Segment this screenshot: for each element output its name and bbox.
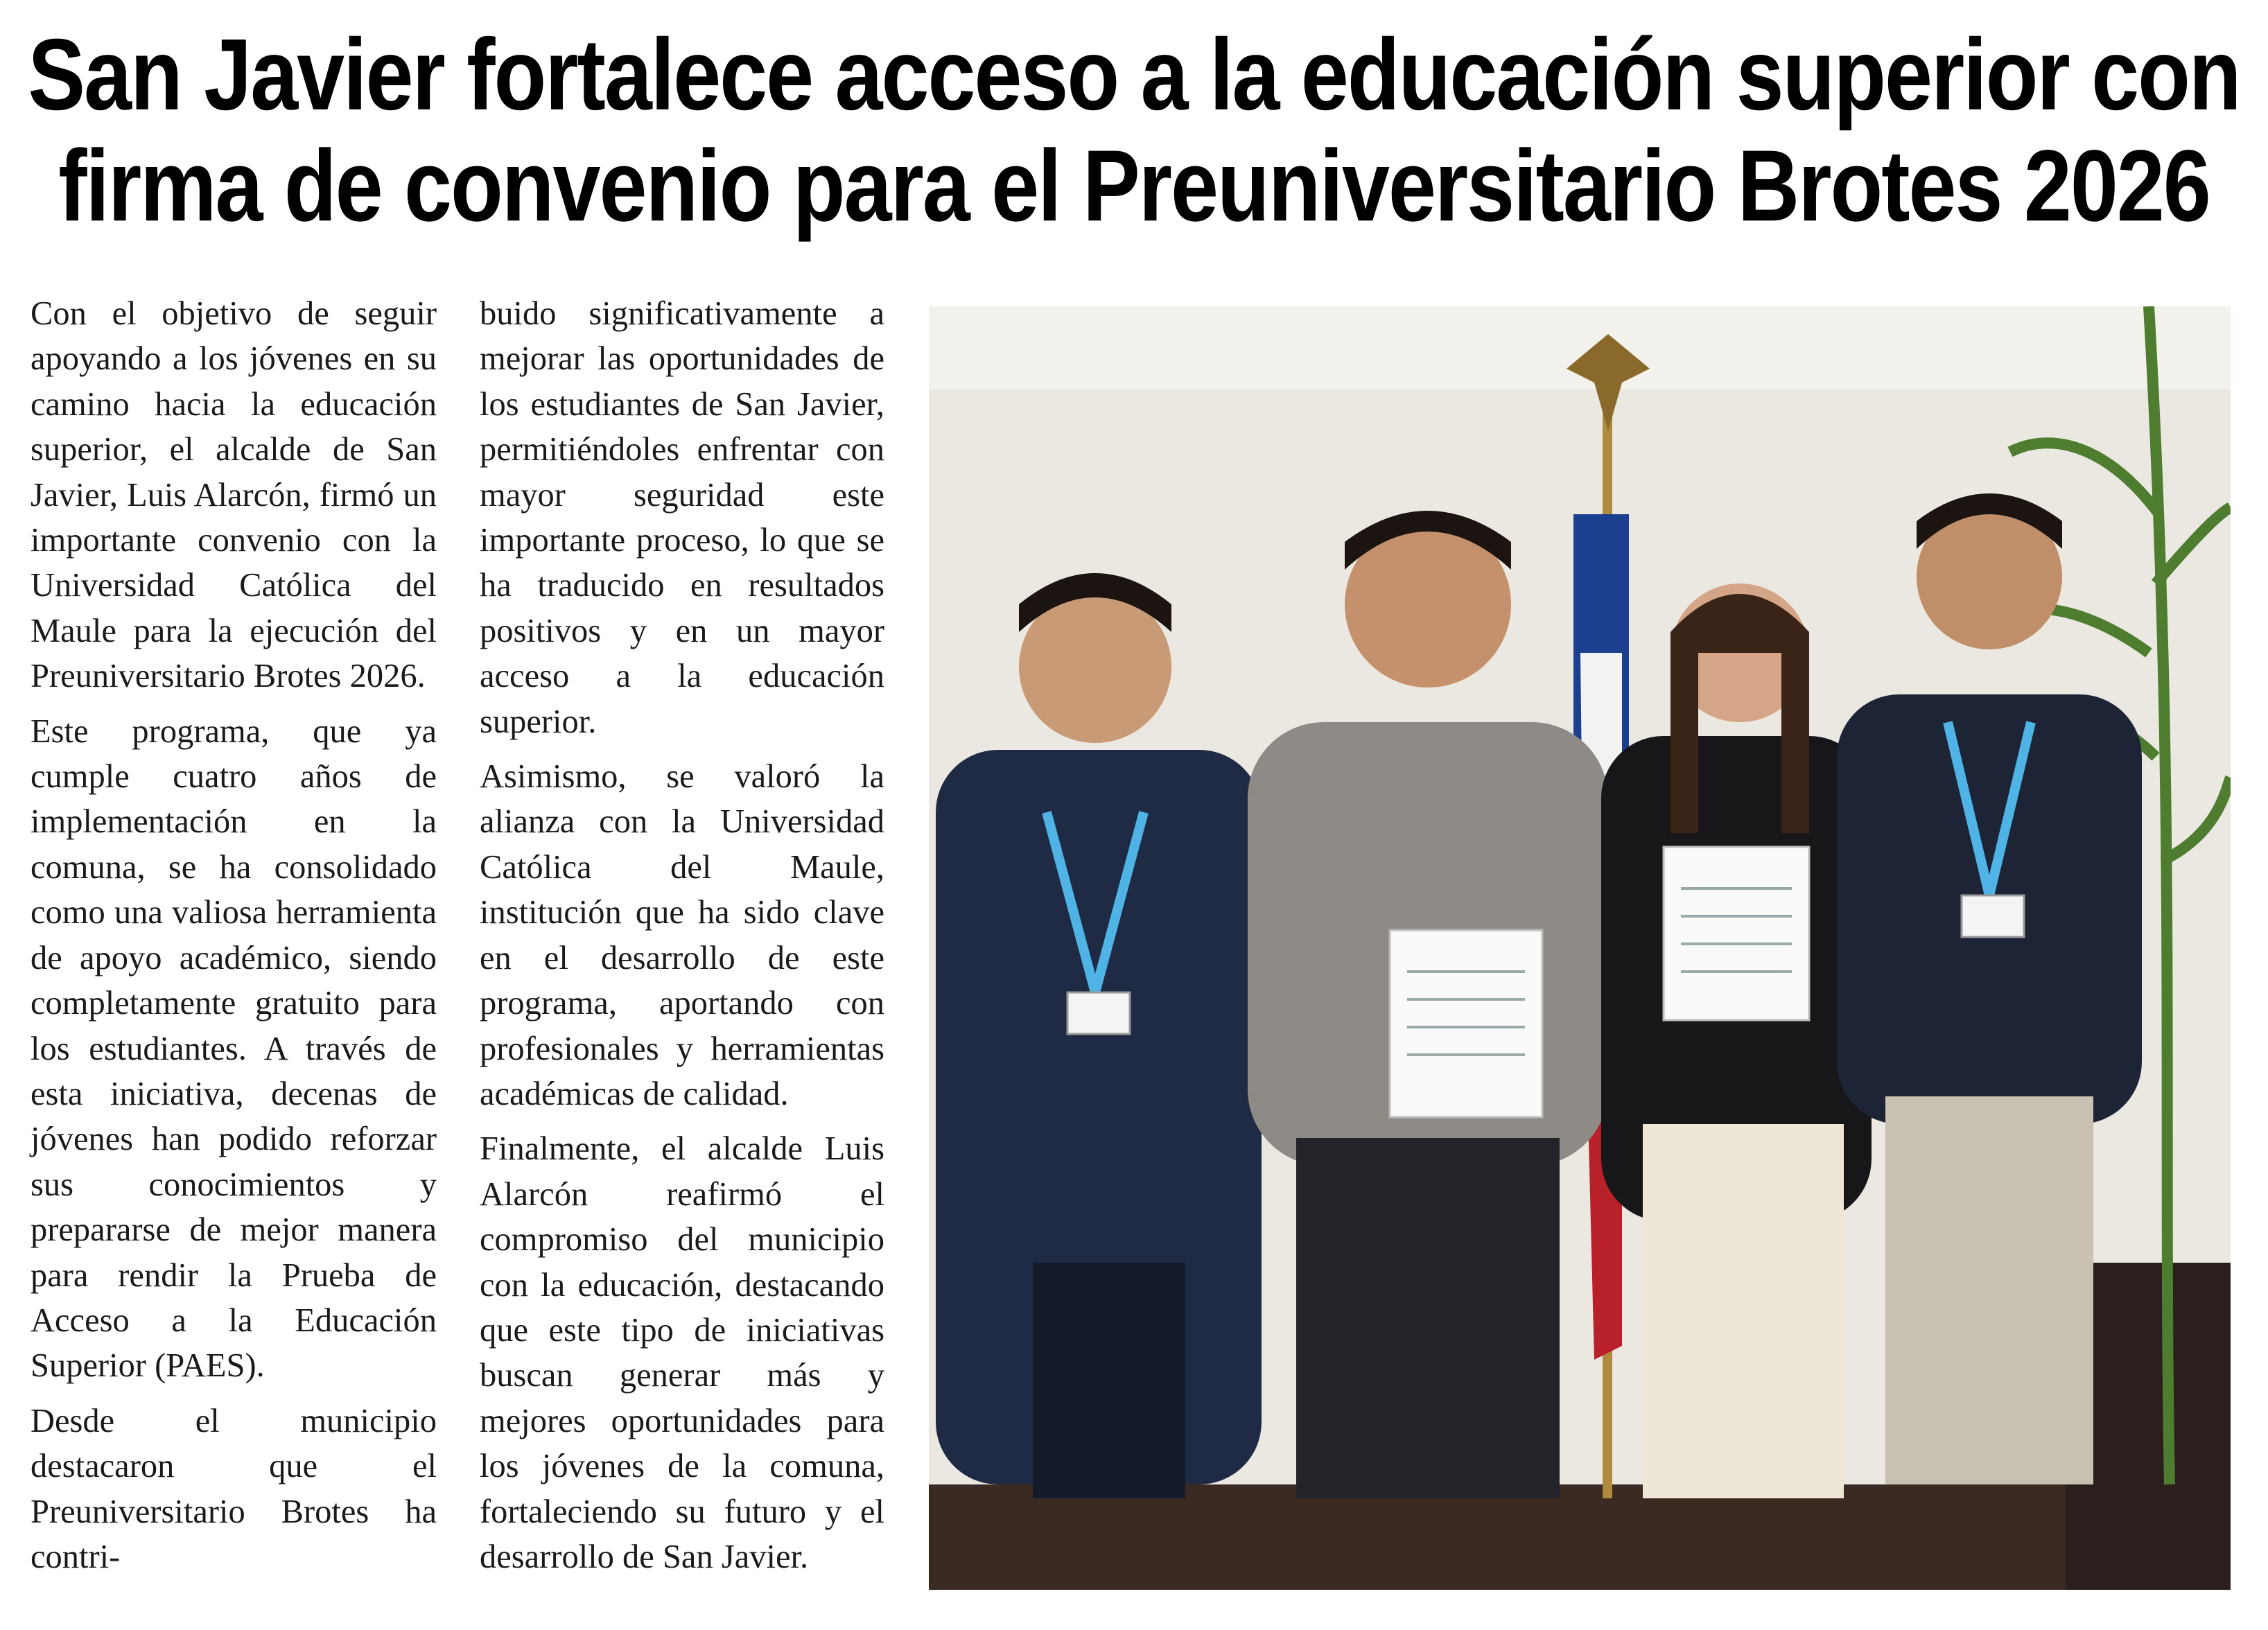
headline-line-1: San Javier fortalece acceso a la educación superior con [28, 18, 2240, 132]
headline [28, 19, 2240, 242]
wall-top [929, 306, 2231, 389]
article-photo [929, 306, 2231, 1590]
paragraph: Finalmente, el alcalde Luis Alarcón reafirmó el compromiso del municipio con la educación, destacando que este tipo de iniciativas buscan generar más y mejores oportunidades para los jóvenes de la comuna, fortaleciendo su futuro y el desarrollo de San Javier. [480, 1130, 884, 1575]
photo-illustration [929, 306, 2231, 1590]
paragraph: Con el objetivo de seguir apoyando a los jóvenes en su camino hacia la educación superior, el alcalde de San Javier, Luis Alarcón, firmó un importante convenio con la Universidad Católica del Maule para la ejecución del Preuniversitario Brotes 2026. [30, 295, 437, 695]
paragraph: Desde el municipio destacaron que el Preuniversitario Brotes ha contri- [30, 1402, 437, 1575]
paragraph: buido significativamente a mejorar las oportunidades de los estudiantes de San Javier, permitiéndoles enfrentar con mayor seguridad este importante proceso, lo que se ha traducido en resultados positivos y en un mayor acceso a la educación superior. [480, 295, 884, 740]
document-icon [1390, 930, 1542, 1117]
floor [929, 1484, 2231, 1590]
document-icon [1664, 847, 1809, 1020]
paragraph: Este programa, que ya cumple cuatro años de implementación en la comuna, se ha consolidado como una valiosa herramienta de apoyo académico, siendo completamente gratuito para los estudiantes. A través de esta iniciativa, decenas de jóvenes han podido reforzar sus conocimientos y prepararse de mejor manera para rendir la Prueba de Acceso a la Educación Superior (PAES). [30, 712, 437, 1385]
text-column-2 [480, 291, 884, 1589]
paragraph: Asimismo, se valoró la alianza con la Universidad Católica del Maule, institución que ha sido clave en el desarrollo de este programa, aportando con profesionales y herramientas académicas de calidad. [480, 758, 884, 1112]
headline-line-2: firma de convenio para el Preuniversitario Brotes 2026 [58, 130, 2210, 243]
text-column-1 [30, 291, 437, 1589]
